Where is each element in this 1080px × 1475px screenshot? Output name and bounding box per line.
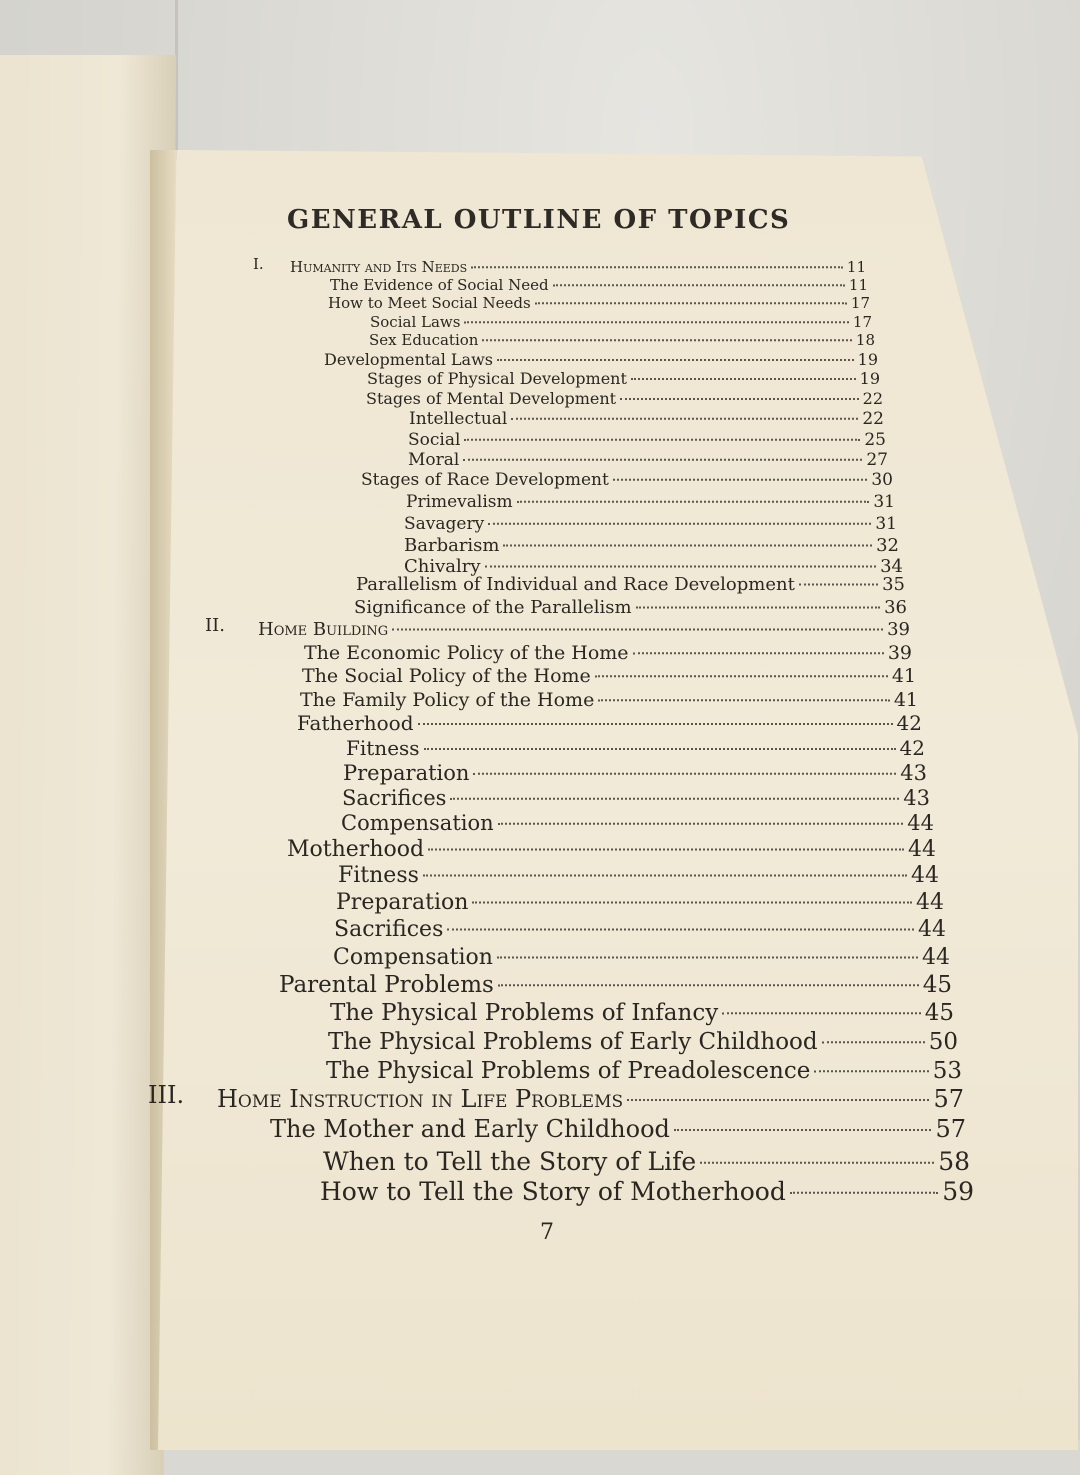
toc-entry-page: 19: [857, 350, 878, 369]
toc-entry-page: 22: [862, 409, 884, 429]
toc-entry-label: Humanity and Its Needs: [290, 258, 468, 276]
toc-entry-page: 45: [922, 972, 952, 998]
page-number: 7: [540, 1220, 554, 1245]
toc-entry-label: Savagery: [404, 514, 485, 534]
toc-entry-label: How to Tell the Story of Motherhood: [320, 1177, 786, 1206]
toc-entry-label: Intellectual: [409, 409, 508, 429]
toc-entry-page: 31: [873, 492, 895, 512]
toc-section-numeral: III.: [148, 1081, 185, 1109]
dot-leader: [553, 269, 845, 286]
toc-entry-label: The Economic Policy of the Home: [304, 642, 629, 664]
toc-entry-page: 17: [850, 294, 870, 312]
toc-entry-page: 44: [908, 837, 936, 862]
toc-section-numeral: II.: [205, 615, 225, 636]
dot-leader: [447, 907, 914, 931]
page-title: GENERAL OUTLINE OF TOPICS: [287, 205, 791, 235]
toc-entry-page: 45: [924, 1000, 954, 1026]
toc-entry-label: Motherhood: [287, 837, 425, 862]
toc-entry-label: Stages of Physical Development: [367, 369, 627, 388]
dot-leader: [464, 306, 848, 323]
toc-entry-page: 39: [887, 642, 912, 664]
toc-entry-page: 57: [933, 1085, 964, 1113]
dot-leader: [631, 362, 856, 380]
toc-entry-label: Sex Education: [369, 331, 479, 349]
toc-entry-page: 41: [893, 689, 918, 711]
dot-leader: [464, 422, 860, 441]
toc-entry-page: 42: [899, 736, 925, 760]
toc-entry-label: Social: [408, 430, 461, 450]
dot-leader: [418, 703, 893, 725]
toc-entry-label: Parental Problems: [279, 972, 494, 998]
dot-leader: [627, 1075, 929, 1101]
toc-entry-label: Home Instruction in Life Problems: [217, 1085, 624, 1113]
toc-entry-page: 35: [882, 574, 905, 595]
dot-leader: [424, 728, 896, 750]
toc-entry-label: Significance of the Parallelism: [354, 597, 632, 618]
toc-entry-label: Primevalism: [406, 492, 513, 512]
toc-entry-label: The Physical Problems of Early Childhood: [328, 1029, 818, 1055]
toc-entry-label: Parallelism of Individual and Race Development: [356, 574, 795, 595]
toc-entry-page: 32: [876, 535, 899, 556]
toc-entry-label: Sacrifices: [334, 917, 444, 942]
dot-leader: [472, 880, 912, 904]
dot-leader: [485, 548, 877, 568]
dot-leader: [498, 802, 904, 825]
toc-entry-label: Preparation: [343, 761, 470, 785]
toc-entry-page: 44: [918, 917, 946, 942]
dot-leader: [498, 961, 919, 986]
dot-leader: [674, 1105, 932, 1131]
dot-leader: [511, 401, 858, 420]
dot-leader: [517, 484, 870, 503]
toc-entry-label: Social Laws: [370, 313, 461, 331]
dot-leader: [722, 989, 921, 1014]
toc-entry-label: Preparation: [336, 890, 469, 915]
toc-entry-page: 53: [932, 1058, 962, 1084]
toc-entry-label: Moral: [408, 450, 460, 470]
dot-leader: [497, 343, 854, 361]
toc-entry-label: The Family Policy of the Home: [300, 689, 595, 711]
toc-entry-label: The Social Policy of the Home: [302, 665, 591, 687]
toc-entry-page: 11: [848, 276, 868, 294]
toc-entry-page: 44: [907, 811, 934, 835]
toc-entry-page: 27: [866, 450, 888, 470]
toc-entry-label: Fatherhood: [297, 711, 414, 735]
dot-leader: [488, 506, 871, 525]
toc-entry-page: 59: [942, 1177, 974, 1206]
toc-entry: [320, 1173, 974, 1206]
dot-leader: [700, 1137, 934, 1164]
toc-entry-label: Fitness: [338, 863, 419, 888]
toc-entry-page: 18: [855, 331, 875, 349]
toc-entry-page: 58: [938, 1147, 970, 1176]
toc-entry-label: The Physical Problems of Infancy: [330, 1000, 719, 1026]
dot-leader: [450, 777, 899, 800]
toc-entry-page: 44: [911, 863, 939, 888]
toc-entry-page: 41: [891, 665, 916, 687]
dot-leader: [428, 827, 904, 851]
toc-entry-page: 30: [871, 470, 893, 490]
toc-entry-label: Barbarism: [404, 535, 500, 556]
dot-leader: [790, 1167, 938, 1194]
dot-leader: [595, 656, 888, 677]
toc-entry-label: The Mother and Early Childhood: [270, 1115, 670, 1143]
toc-entry-label: Compensation: [333, 945, 493, 970]
dot-leader: [423, 853, 907, 877]
dot-leader: [598, 680, 889, 701]
toc-entry-page: 19: [859, 369, 880, 388]
dot-leader: [814, 1047, 928, 1072]
toc-entry-label: The Physical Problems of Preadolescence: [326, 1058, 811, 1084]
toc-entry-label: Compensation: [341, 811, 494, 835]
toc-entry-page: 11: [846, 258, 866, 276]
toc-entry-label: Fitness: [346, 736, 420, 760]
dot-leader: [482, 324, 851, 341]
toc-entry-label: Chivalry: [404, 556, 481, 577]
dot-leader: [613, 462, 868, 481]
dot-leader: [471, 251, 843, 268]
toc-entry-page: 36: [884, 597, 907, 618]
toc-entry-page: 22: [862, 389, 883, 408]
toc-entry-page: 42: [896, 711, 922, 735]
toc-entry-label: The Evidence of Social Need: [330, 276, 549, 294]
toc-entry-label: Stages of Race Development: [361, 470, 609, 490]
toc-entry-page: 43: [900, 761, 927, 785]
toc-entry-page: 39: [887, 619, 910, 640]
dot-leader: [497, 935, 918, 959]
dot-leader: [473, 752, 896, 775]
dot-leader: [503, 527, 872, 547]
toc-entry-label: When to Tell the Story of Life: [323, 1147, 697, 1176]
toc-section-numeral: I.: [253, 255, 264, 273]
toc-entry-label: Stages of Mental Development: [366, 389, 617, 408]
toc-entry-page: 34: [880, 556, 903, 577]
toc-entry-label: Home Building: [258, 619, 389, 640]
toc-entry-page: 57: [935, 1115, 966, 1143]
dot-leader: [799, 566, 878, 586]
dot-leader: [463, 442, 862, 461]
dot-leader: [636, 589, 880, 609]
toc-entry-page: 50: [928, 1029, 958, 1055]
toc-entry-page: 31: [875, 514, 897, 534]
dot-leader: [633, 633, 884, 654]
toc-entry-label: How to Meet Social Needs: [328, 294, 531, 312]
toc-entry-label: Sacrifices: [342, 786, 447, 810]
dot-leader: [822, 1018, 925, 1043]
dot-leader: [392, 611, 883, 631]
dot-leader: [535, 287, 847, 304]
toc-entry-page: 17: [852, 313, 872, 331]
toc-entry-page: 44: [916, 890, 944, 915]
toc-entry-label: Developmental Laws: [324, 350, 493, 369]
toc-entry-page: 43: [903, 786, 930, 810]
toc-entry-page: 44: [922, 945, 950, 970]
dot-leader: [620, 382, 859, 400]
toc-entry-page: 25: [864, 430, 886, 450]
